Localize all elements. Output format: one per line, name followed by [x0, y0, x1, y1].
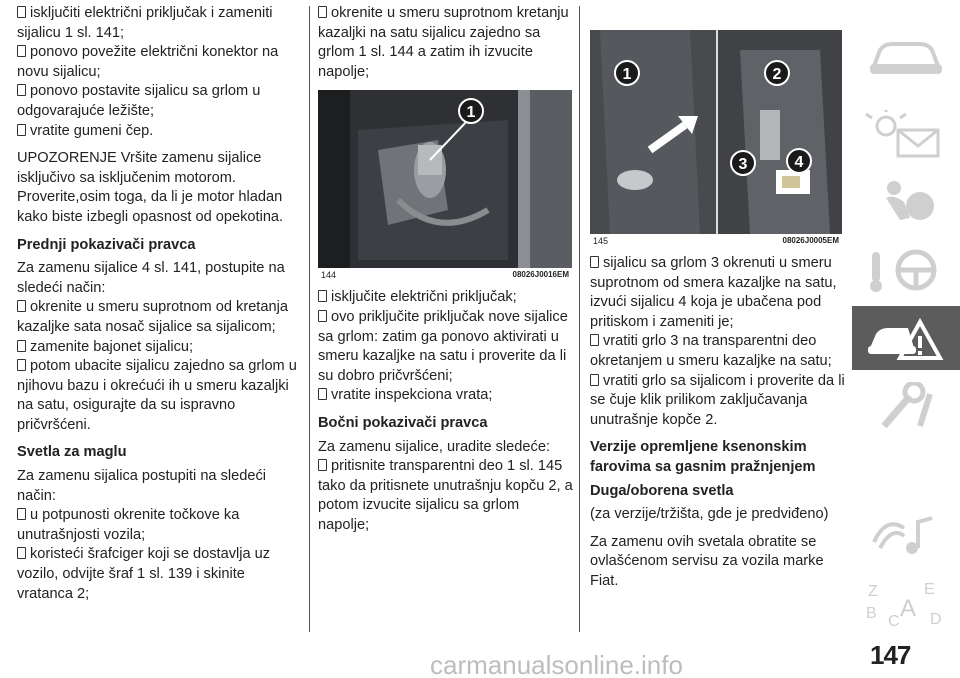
tab-index[interactable] [852, 572, 960, 636]
list-item: vratiti grlo 3 na transparentni deo okretanjem u smeru kazaljke na satu; [590, 332, 848, 371]
svg-text:C: C [888, 613, 900, 630]
emergency-icon [864, 314, 948, 364]
figure-caption-bar [318, 268, 572, 282]
section-heading: Verzije opremljene ksenonskim farovima sa gasnim pražnjenjem [590, 439, 816, 475]
paragraph: Za zamenu ovih svetala obratite se ovlašćenom servisu za vozila marke Fiat. [590, 533, 824, 589]
page-number: 147 [870, 640, 911, 670]
section-heading: Prednji pokazivači pravca [17, 236, 196, 253]
figure-number: 144 [321, 270, 337, 281]
svg-text:A: A [900, 595, 917, 622]
callout-1: 1 [614, 60, 640, 86]
list-item: sijalicu sa grlom 3 okrenuti u smeru suprotnom od smera kazaljke na satu, izvući sijalicu 4 koja je ubačena pod pritiskom i zameniti je; [590, 254, 848, 332]
list-item: ponovo povežite električni konektor na novu sijalicu; [17, 43, 300, 82]
column-divider [579, 6, 580, 632]
column-left [17, 4, 300, 604]
callout-4: 4 [786, 148, 812, 174]
tab-maintenance[interactable] [852, 374, 960, 438]
alphabet-index-icon [864, 580, 948, 630]
list-item: u potpunosti okrenite točkove ka unutrašnjosti vozila; [17, 506, 300, 545]
section-subheading: Duga/oborena svetla [590, 482, 734, 499]
svg-text:B: B [866, 605, 877, 622]
watermark: carmanualsonline.info [430, 650, 683, 678]
tab-emergency[interactable] [852, 306, 960, 370]
column-middle [318, 4, 574, 536]
list-item: ponovo postavite sijalicu sa grlom u odgovarajuće ležište; [17, 82, 300, 121]
list-item: koristeći šrafciger koji se dostavlja uz vozilo, odvijte šraf 1 sl. 139 i skinite vratanca 2; [17, 545, 300, 604]
svg-text:E: E [924, 581, 935, 598]
paragraph: Za zamenu sijalica postupiti na sledeći način: [17, 468, 267, 504]
callout-3: 3 [730, 150, 756, 176]
list-item: zamenite bajonet sijalicu; [17, 338, 300, 358]
warning-lights-icon [864, 110, 948, 160]
figure-code: 08026J0016EM [512, 270, 569, 280]
figure-number: 145 [593, 236, 609, 246]
list-item: vratite inspekciona vrata; [318, 386, 574, 406]
list-item: ovo priključite priključak nove sijalice sa grlom: zatim ga ponovo aktivirati u smeru kazaljke na satu i proverite da li su dobro pričvršćeni; [318, 308, 574, 386]
column-right [590, 4, 848, 592]
multimedia-icon [864, 512, 948, 562]
tab-airbag[interactable] [852, 170, 960, 234]
paragraph: Za zamenu sijalice 4 sl. 141, postupite na sledeći način: [17, 260, 285, 296]
wrench-icon [864, 382, 948, 432]
list-item: potom ubacite sijalicu zajedno sa grlom u njihovu bazu i okrećući ih u smeru kazaljki na satu, osigurajte da su ispravno pričvršćeni. [17, 357, 300, 435]
figure-144 [318, 90, 572, 282]
tab-warning-lights[interactable] [852, 102, 960, 166]
tab-steering[interactable] [852, 238, 960, 302]
car-icon [864, 32, 948, 82]
list-item: vratiti grlo sa sijalicom i proverite da li se čuje klik prilikom zaključavanja unutrašnje kopče 2. [590, 372, 848, 431]
figure-caption-bar [590, 234, 842, 248]
svg-text:D: D [930, 611, 942, 628]
chapter-sidebar [852, 24, 960, 636]
list-item: isključite električni priključak; [318, 288, 574, 308]
figure-144-image [318, 90, 572, 268]
list-item: vratite gumeni čep. [17, 122, 300, 142]
callout-1: 1 [458, 98, 484, 124]
column-divider [309, 6, 310, 632]
warning-text: UPOZORENJE Vršite zamenu sijalice isključivo sa isključenim motorom. Proverite,osim toga, da li je motor hladan kako biste izbegli opasnost od opekotina. [17, 150, 284, 225]
note-text: (za verzije/tržišta, gde je predviđeno) [590, 506, 829, 523]
section-heading: Svetla za maglu [17, 444, 127, 461]
steering-wheel-icon [864, 246, 948, 296]
paragraph: Za zamenu sijalice, uradite sledeće: [318, 438, 550, 455]
tab-car[interactable] [852, 24, 960, 88]
callout-2: 2 [764, 60, 790, 86]
figure-145 [590, 30, 842, 248]
figure-code: 08026J0005EM [782, 236, 839, 245]
svg-text:Z: Z [868, 583, 878, 600]
list-item: okrenite u smeru suprotnom od kretanja kazaljke sata nosač sijalice sa sijalicom; [17, 298, 300, 337]
list-item: isključiti električni priključak i zameniti sijalicu 1 sl. 141; [17, 4, 300, 43]
list-item: okrenite u smeru suprotnom kretanju kazaljki na satu sijalicu zajedno sa grlom 1 sl. 144 a zatim ih izvucite napolje; [318, 4, 574, 82]
airbag-icon [864, 178, 948, 228]
tab-multimedia[interactable] [852, 504, 960, 568]
list-item: pritisnite transparentni deo 1 sl. 145 tako da pritisnete unutrašnju kopču 2, a potom izvucite sijalicu sa grlom napolje; [318, 457, 574, 535]
section-heading: Bočni pokazivači pravca [318, 414, 488, 431]
